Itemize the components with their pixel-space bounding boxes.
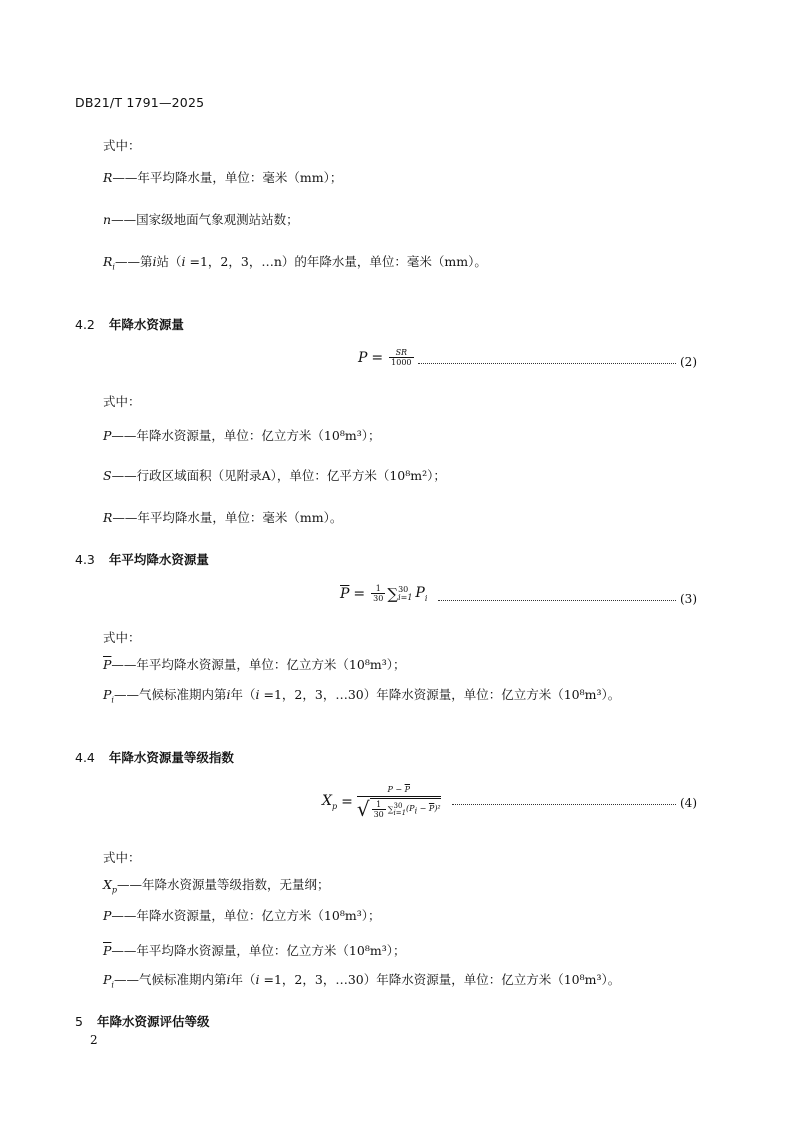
section-number: 4.3 (75, 552, 95, 567)
formula-2-lhs: P (358, 349, 368, 366)
def-P-text: ——年降水资源量，单位：亿立方米（10⁸m³）； (111, 908, 381, 923)
symbol-Pi: $P_i$ (103, 972, 114, 990)
sqrt-symbol: √ $\frac{1}{30}$ ∑ 30 i=1 $(P_i - \overline{P})^2$ (356, 796, 441, 821)
def-S-text: ——行政区域面积（见附录A），单位：亿平方米（10⁸m²）； (111, 468, 446, 483)
def-Ri-text-c: =1，2，3，…n）的年降水量，单位：毫米（mm）。 (185, 254, 487, 269)
document-code-header: DB21/T 1791—2025 (75, 95, 205, 110)
symbol-Pbar: $\overline{P}$ (103, 943, 112, 958)
numerator: 1 (375, 584, 381, 593)
formula-3-term: $P_i$ (415, 584, 428, 603)
symbol-Pi: $P_i$ (103, 687, 114, 705)
def-R (103, 508, 342, 526)
leader-dots (452, 804, 676, 805)
page-number: 2 (90, 1033, 98, 1047)
symbol-i: i (255, 687, 260, 702)
section-number: 4.4 (75, 750, 95, 765)
section-title: 年平均降水资源量 (108, 552, 209, 567)
def-Ri (103, 252, 487, 272)
formula-4-fraction (357, 785, 441, 819)
symbol-R: R (103, 510, 113, 525)
section-title: 年降水资源量 (108, 317, 184, 332)
section-number: 4.2 (75, 317, 95, 332)
def-Pi-text-b: 年（ (230, 687, 256, 702)
def-R (103, 168, 342, 186)
def-Pi-text-c: =1，2，3，…30）年降水资源量，单位：亿立方米（10⁸m³）。 (259, 687, 621, 702)
symbol-Ri: $R_i$ (103, 254, 115, 272)
def-Pi-text-a: ——气候标准期内第 (113, 972, 227, 987)
section-4-4-heading (75, 748, 234, 766)
symbol-i: i (152, 254, 157, 269)
formula-4 (322, 785, 441, 819)
formula-2 (358, 348, 416, 367)
sum-symbol: ∑ (387, 584, 399, 603)
symbol-i: i (226, 687, 231, 702)
symbol-i: i (255, 972, 260, 987)
symbol-Pbar: $\overline{P}$ (103, 657, 112, 672)
section-4-2-heading (75, 315, 184, 333)
def-Pi-text-a: ——气候标准期内第 (113, 687, 227, 702)
def-Pi-text-b: 年（ (230, 972, 256, 987)
def-P (103, 906, 380, 924)
section-4-3-heading (75, 550, 209, 568)
formula-2-fraction (389, 348, 413, 367)
def-n-text: ——国家级地面气象观测站站数； (111, 212, 299, 227)
leader-dots (438, 600, 676, 601)
where-label: 式中： (103, 630, 141, 645)
equals-sign: = (371, 349, 384, 366)
leader-dots (418, 363, 676, 364)
def-Pi (103, 970, 620, 990)
def-Pbar (103, 941, 405, 959)
def-Pi-text-c: =1，2，3，…30）年降水资源量，单位：亿立方米（10⁸m³）。 (259, 972, 621, 987)
where-label: 式中： (103, 138, 141, 153)
def-P-text: ——年降水资源量，单位：亿立方米（10⁸m³）； (111, 428, 381, 443)
def-Pbar (103, 655, 405, 673)
equals-sign: = (353, 585, 366, 602)
denominator (357, 796, 441, 819)
equation-number: (2) (680, 355, 697, 369)
symbol-i: i (226, 972, 231, 987)
symbol-P: P (103, 908, 112, 923)
numerator: SR (395, 348, 408, 357)
formula-3-lhs: $\overline{P}$ (340, 585, 350, 602)
def-R-text: ——年平均降水量，单位：毫米（mm）。 (112, 510, 343, 525)
formula-3-fraction (371, 584, 385, 603)
def-Pbar-text: ——年平均降水资源量，单位：亿立方米（10⁸m³）； (111, 657, 406, 672)
sum-limits: 30 i=1 (398, 584, 413, 602)
def-n (103, 210, 299, 228)
equation-number: (4) (680, 796, 697, 810)
def-Xp (103, 875, 330, 895)
def-Pbar-text: ——年平均降水资源量，单位：亿立方米（10⁸m³）； (111, 943, 406, 958)
formula-3 (340, 584, 427, 603)
def-R-text: ——年平均降水量，单位：毫米（mm）； (112, 170, 343, 185)
equation-number: (3) (680, 592, 697, 606)
def-Xp-text: ——年降水资源量等级指数，无量纲； (117, 877, 330, 892)
symbol-S: S (103, 468, 112, 483)
section-number: 5 (75, 1014, 83, 1029)
equals-sign: = (341, 794, 353, 810)
where-label: 式中： (103, 394, 141, 409)
section-title: 年降水资源量等级指数 (108, 750, 234, 765)
section-title: 年降水资源评估等级 (96, 1014, 210, 1029)
where-label: 式中： (103, 850, 141, 865)
formula-4-lhs: $X_p$ (322, 793, 338, 811)
symbol-n: n (103, 212, 112, 227)
symbol-i: i (181, 254, 186, 269)
section-5-heading (75, 1012, 209, 1030)
def-P (103, 426, 380, 444)
def-Pi (103, 685, 620, 705)
symbol-Xp: $X_p$ (103, 877, 118, 895)
denominator: 30 (373, 594, 384, 603)
def-Ri-text-a: ——第 (114, 254, 153, 269)
def-Ri-text-b: 站（ (156, 254, 182, 269)
def-S (103, 466, 446, 484)
numerator: $P - \overline{P}$ (387, 785, 411, 794)
symbol-P: P (103, 428, 112, 443)
denominator: 1000 (391, 358, 412, 367)
symbol-R: R (103, 170, 113, 185)
